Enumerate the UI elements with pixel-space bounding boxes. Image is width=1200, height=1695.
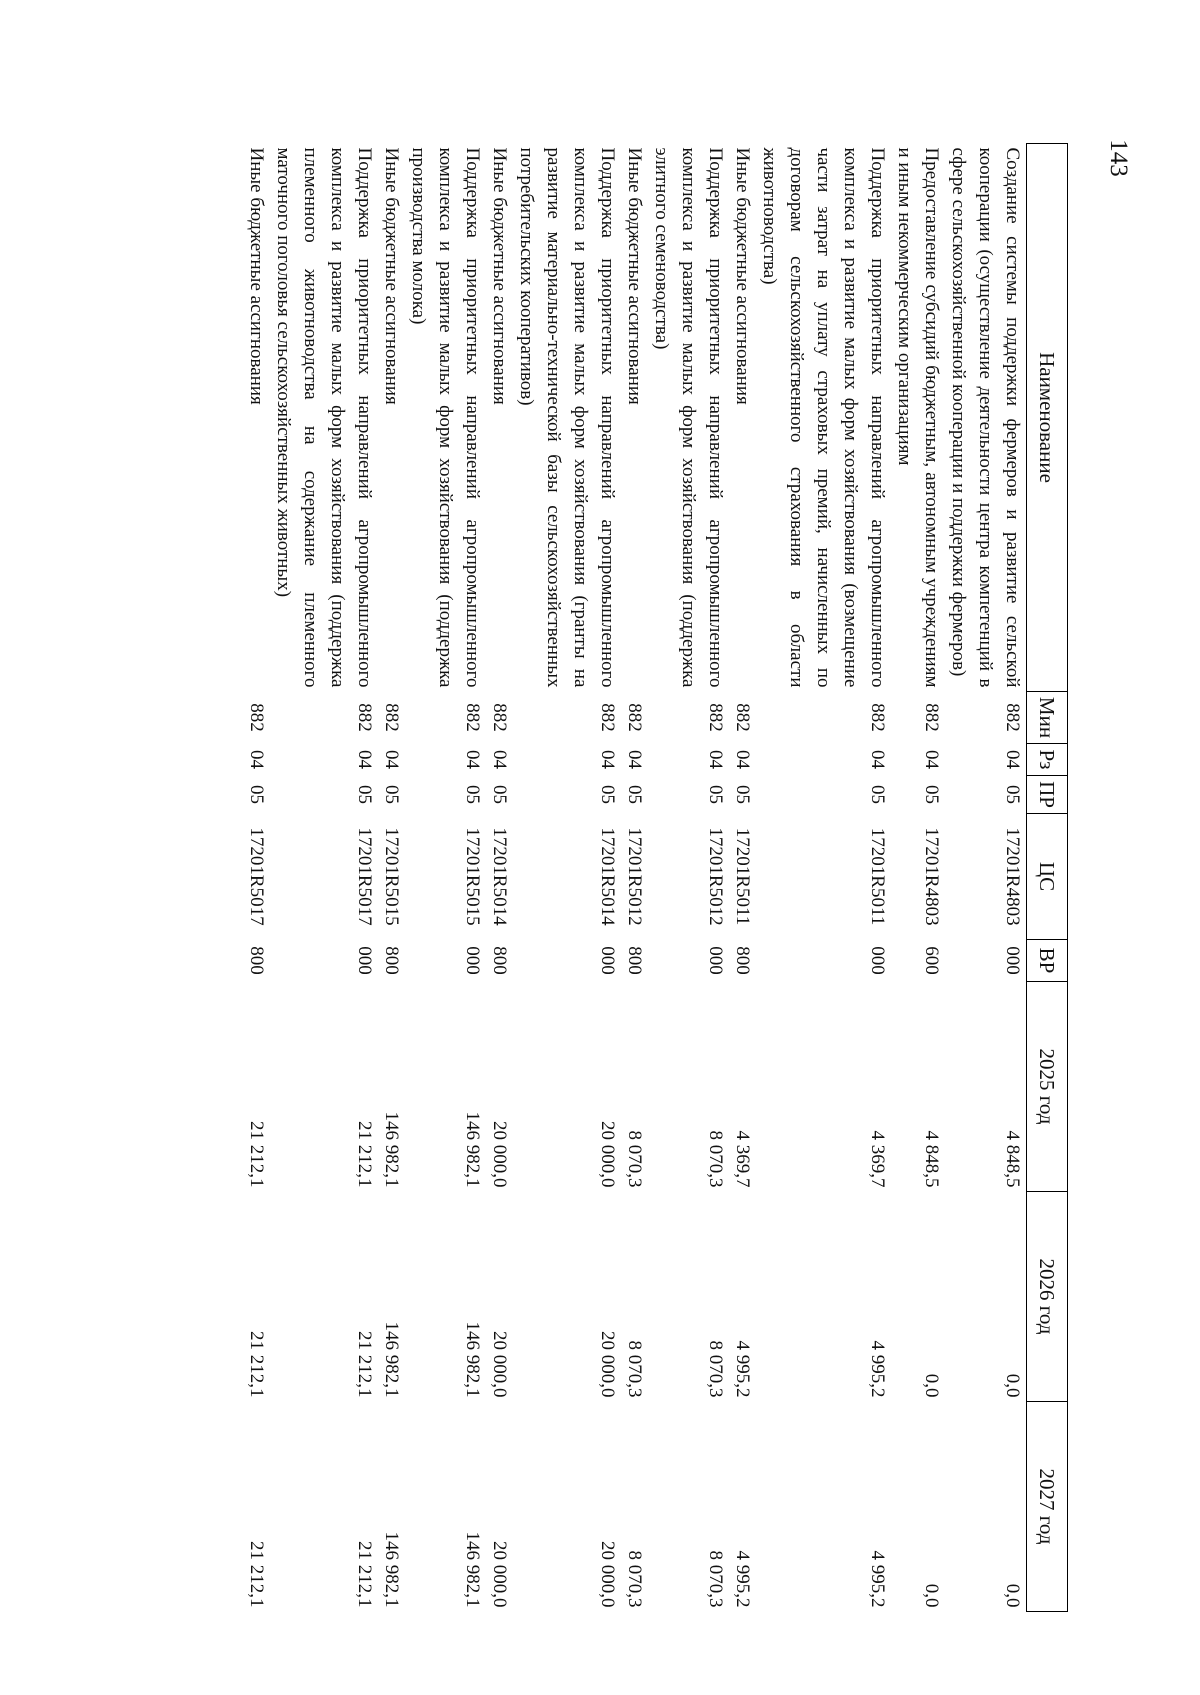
cell-min: 882 [246, 703, 267, 732]
cell-pr: 05 [462, 785, 483, 804]
cell-cs: 17201R4803 [1002, 827, 1023, 926]
cell-2027: 21 212,1 [354, 1541, 375, 1608]
cell-name: Иные бюджетные ассигнования [489, 147, 510, 405]
cell-pr: 05 [1002, 785, 1023, 804]
rotated-page-content [198, 143, 1068, 1611]
table-row [486, 144, 513, 1612]
cell-min: 882 [597, 703, 618, 732]
cell-2026: 8 070,3 [624, 1340, 645, 1398]
table-row [648, 144, 729, 1612]
cell-min: 882 [732, 703, 753, 732]
header-rz: Рз [1027, 744, 1068, 776]
cell-name: Поддержка приоритетных направлений агропромышленного комплекса и развитие малых форм хозяйствования (поддержка производства молока) [408, 147, 483, 688]
cell-min: 882 [489, 703, 510, 732]
cell-min: 882 [624, 703, 645, 732]
cell-2026: 0,0 [1002, 1373, 1023, 1398]
cell-name: Поддержка приоритетных направлений агропромышленного комплекса и развитие малых форм хозяйствования (поддержка элитного семеноводства) [651, 147, 726, 688]
header-2027: 2027 год [1027, 1402, 1068, 1612]
cell-vr: 800 [246, 946, 267, 975]
cell-2025: 21 212,1 [246, 1121, 267, 1188]
cell-rz: 04 [462, 750, 483, 769]
cell-vr: 600 [921, 946, 942, 975]
table-row [270, 144, 378, 1612]
table-row [729, 144, 756, 1612]
table-row [378, 144, 405, 1612]
cell-pr: 05 [921, 785, 942, 804]
cell-vr: 800 [624, 946, 645, 975]
cell-name: Иные бюджетные ассигнования [381, 147, 402, 405]
cell-cs: 17201R5017 [354, 827, 375, 926]
cell-2027: 8 070,3 [624, 1550, 645, 1608]
header-min: Мин [1027, 692, 1068, 744]
cell-2027: 146 982,1 [381, 1531, 402, 1608]
cell-name: Иные бюджетные ассигнования [624, 147, 645, 405]
budget-table [243, 143, 1068, 1612]
cell-pr: 05 [624, 785, 645, 804]
cell-2025: 146 982,1 [462, 1111, 483, 1188]
cell-vr: 000 [867, 946, 888, 975]
cell-min: 882 [921, 703, 942, 732]
cell-2025: 4 848,5 [1002, 1130, 1023, 1188]
cell-2027: 8 070,3 [705, 1550, 726, 1608]
cell-rz: 04 [246, 750, 267, 769]
cell-2026: 20 000,0 [489, 1331, 510, 1398]
cell-2027: 0,0 [1002, 1583, 1023, 1608]
cell-pr: 05 [597, 785, 618, 804]
cell-2026: 0,0 [921, 1373, 942, 1398]
cell-min: 882 [462, 703, 483, 732]
table-row [945, 144, 1027, 1612]
cell-rz: 04 [489, 750, 510, 769]
cell-2026: 21 212,1 [246, 1331, 267, 1398]
cell-2025: 8 070,3 [624, 1130, 645, 1188]
cell-2027: 4 995,2 [732, 1550, 753, 1608]
table-row [891, 144, 945, 1612]
cell-2025: 20 000,0 [597, 1121, 618, 1188]
cell-rz: 04 [354, 750, 375, 769]
cell-pr: 05 [867, 785, 888, 804]
cell-rz: 04 [1002, 750, 1023, 769]
cell-2025: 4 369,7 [867, 1130, 888, 1188]
header-pr: ПР [1027, 776, 1068, 814]
cell-cs: 17201R5015 [462, 827, 483, 926]
table-row [621, 144, 648, 1612]
table-header-row [1027, 144, 1068, 1612]
cell-cs: 17201R5012 [624, 827, 645, 926]
cell-2026: 4 995,2 [867, 1340, 888, 1398]
cell-vr: 000 [354, 946, 375, 975]
cell-name: Иные бюджетные ассигнования [732, 147, 753, 405]
cell-2027: 21 212,1 [246, 1541, 267, 1608]
cell-name: Поддержка приоритетных направлений агропромышленного комплекса и развитие малых форм хозяйствования (гранты на развитие материально-технической базы сельскохозяйственных потребительских кооперативов) [516, 147, 618, 688]
cell-2025: 146 982,1 [381, 1111, 402, 1188]
header-2026: 2026 год [1027, 1192, 1068, 1402]
cell-rz: 04 [705, 750, 726, 769]
cell-rz: 04 [732, 750, 753, 769]
header-name: Наименование [1027, 144, 1068, 692]
cell-2026: 20 000,0 [597, 1331, 618, 1398]
cell-2025: 20 000,0 [489, 1121, 510, 1188]
cell-min: 882 [354, 703, 375, 732]
cell-2026: 21 212,1 [354, 1331, 375, 1398]
cell-name: Поддержка приоритетных направлений агропромышленного комплекса и развитие малых форм хозяйствования (возмещение части затрат на уплату страховых премий, начисленных по договорам сельскохозяйственного страхования в области животноводства) [759, 147, 888, 688]
cell-name: Предоставление субсидий бюджетным, автономным учреждениям и иным некоммерческим организациям [894, 147, 942, 688]
cell-rz: 04 [867, 750, 888, 769]
header-cs: ЦС [1027, 814, 1068, 940]
cell-2026: 4 995,2 [732, 1340, 753, 1398]
cell-2026: 146 982,1 [462, 1321, 483, 1398]
cell-vr: 800 [732, 946, 753, 975]
cell-2025: 8 070,3 [705, 1130, 726, 1188]
cell-pr: 05 [489, 785, 510, 804]
cell-vr: 800 [381, 946, 402, 975]
cell-2027: 20 000,0 [597, 1541, 618, 1608]
cell-cs: 17201R5017 [246, 827, 267, 926]
table-row [513, 144, 621, 1612]
cell-cs: 17201R5012 [705, 827, 726, 926]
cell-min: 882 [381, 703, 402, 732]
cell-name: Создание системы поддержки фермеров и развитие сельской кооперации (осуществление деятельности центра компетенций в сфере сельскохозяйственной кооперации и поддержки фермеров) [948, 147, 1023, 688]
cell-rz: 04 [597, 750, 618, 769]
cell-rz: 04 [624, 750, 645, 769]
cell-min: 882 [705, 703, 726, 732]
cell-vr: 000 [597, 946, 618, 975]
cell-rz: 04 [381, 750, 402, 769]
cell-cs: 17201R4803 [921, 827, 942, 926]
cell-cs: 17201R5014 [489, 827, 510, 926]
cell-name: Иные бюджетные ассигнования [246, 147, 267, 405]
cell-pr: 05 [732, 785, 753, 804]
table-row [405, 144, 486, 1612]
cell-2026: 8 070,3 [705, 1340, 726, 1398]
cell-pr: 05 [705, 785, 726, 804]
cell-pr: 05 [354, 785, 375, 804]
cell-rz: 04 [921, 750, 942, 769]
cell-vr: 800 [489, 946, 510, 975]
cell-2026: 146 982,1 [381, 1321, 402, 1398]
cell-pr: 05 [246, 785, 267, 804]
table-row [756, 144, 891, 1612]
cell-2027: 146 982,1 [462, 1531, 483, 1608]
table-row [243, 144, 270, 1612]
cell-cs: 17201R5011 [732, 827, 753, 926]
cell-name: Поддержка приоритетных направлений агропромышленного комплекса и развитие малых форм хозяйствования (поддержка племенного животноводства на содержание племенного маточного поголовья сельскохозяйственных животных) [273, 147, 375, 688]
cell-cs: 17201R5014 [597, 827, 618, 926]
cell-cs: 17201R5011 [867, 827, 888, 926]
header-vr: ВР [1027, 940, 1068, 982]
cell-min: 882 [1002, 703, 1023, 732]
cell-vr: 000 [462, 946, 483, 975]
cell-cs: 17201R5015 [381, 827, 402, 926]
table-body [243, 144, 1027, 1612]
cell-2025: 4 369,7 [732, 1130, 753, 1188]
cell-min: 882 [867, 703, 888, 732]
cell-2027: 20 000,0 [489, 1541, 510, 1608]
cell-2027: 0,0 [921, 1583, 942, 1608]
page-number: 143 [1105, 139, 1132, 177]
header-2025: 2025 год [1027, 982, 1068, 1192]
cell-pr: 05 [381, 785, 402, 804]
cell-2027: 4 995,2 [867, 1550, 888, 1608]
cell-2025: 4 848,5 [921, 1130, 942, 1188]
cell-vr: 000 [1002, 946, 1023, 975]
cell-vr: 000 [705, 946, 726, 975]
cell-2025: 21 212,1 [354, 1121, 375, 1188]
